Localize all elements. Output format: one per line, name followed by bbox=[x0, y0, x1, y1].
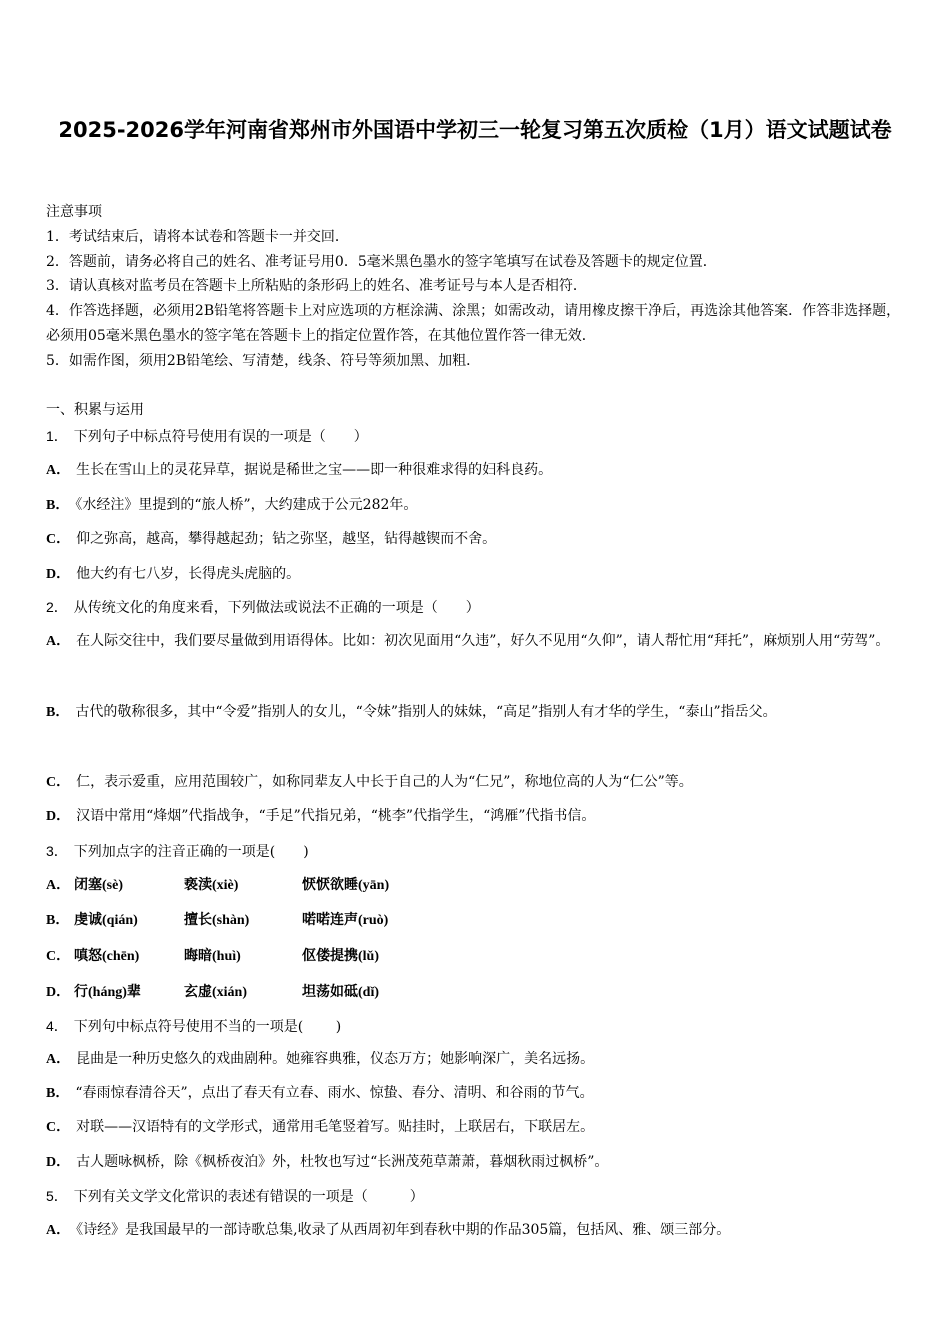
question-4-option-c: C． 对联——汉语特有的文学形式，通常用毛笔竖着写。贴挂时，上联居右，下联居左。 bbox=[46, 1119, 595, 1135]
question-4-stem: 4． 下列句中标点符号使用不当的一项是( ) bbox=[46, 1018, 342, 1035]
question-4-option-b: B． “春雨惊春清谷天”，点出了春天有立春、雨水、惊蛰、春分、清明、和谷雨的节气。 bbox=[46, 1085, 594, 1101]
question-3-option-d: D． 行(háng)辈 玄虚(xián) 坦荡如砥(dǐ) bbox=[46, 985, 379, 1000]
notice-item: 5．如需作图，须用2B铅笔绘、写清楚，线条、符号等须加黑、加粗． bbox=[46, 352, 481, 369]
notice-item: 3．请认真核对监考员在答题卡上所粘贴的条形码上的姓名、准考证号与本人是否相符． bbox=[46, 278, 587, 295]
notice-item: 2．答题前，请务必将自己的姓名、准考证号用0．5毫米黑色墨水的签字笔填写在试卷及答题卡的规定位置． bbox=[46, 253, 717, 270]
question-3-option-b: B． 虔诚(qián) 擅长(shàn) 喏喏连声(ruò) bbox=[46, 913, 389, 928]
question-2-stem: 2． 从传统文化的角度来看，下列做法或说法不正确的一项是（ ） bbox=[46, 599, 480, 616]
question-4-option-d: D． 古人题咏枫桥，除《枫桥夜泊》外，杜牧也写过“长洲茂苑草萧萧，暮烟秋雨过枫桥”。 bbox=[46, 1154, 609, 1170]
section-heading: 一、积累与运用 bbox=[46, 402, 144, 418]
notice-heading: 注意事项 bbox=[46, 204, 102, 220]
question-2-option-d: D． 汉语中常用“烽烟”代指战争，“手足”代指兄弟，“桃李”代指学生，“鸿雁”代指书信。 bbox=[46, 808, 596, 824]
question-5-stem: 5． 下列有关文学文化常识的表述有错误的一项是（ ） bbox=[46, 1188, 424, 1205]
question-2-option-c: C． 仁，表示爱重，应用范围较广，如称同辈友人中长于自己的人为“仁兄”，称地位高的人为“仁公”等。 bbox=[46, 774, 693, 790]
notice-item: 4．作答选择题，必须用2B铅笔将答题卡上对应选项的方框涂满、涂黑；如需改动，请用橡皮擦干净后，再选涂其他答案．作答非选择题，必须用05毫米黑色墨水的签字笔在答题卡上的指定位置作答，在其他位置作答一律无效． bbox=[46, 303, 901, 344]
question-3-option-c: C． 嗔怒(chēn) 晦暗(huì) 伛偻提携(lǔ) bbox=[46, 949, 379, 964]
question-1-option-c: C． 仰之弥高，越高，攀得越起劲；钻之弥坚，越坚，钻得越锲而不舍。 bbox=[46, 531, 497, 547]
notice-block bbox=[46, 200, 906, 374]
question-3-stem: 3． 下列加点字的注音正确的一项是( ) bbox=[46, 843, 309, 860]
question-1-stem: 1． 下列句子中标点符号使用有误的一项是（ ） bbox=[46, 428, 368, 445]
question-2-option-b: B． 古代的敬称很多，其中“令爱”指别人的女儿，“令妹”指别人的妹妹，“高足”指别人有才华的学生，“泰山”指岳父。 bbox=[46, 704, 777, 720]
question-4-option-a: A． 昆曲是一种历史悠久的戏曲剧种。她雍容典雅，仪态万方；她影响深广，美名远扬。 bbox=[46, 1051, 595, 1067]
question-2-option-a: A． 在人际交往中，我们要尽量做到用语得体。比如：初次见面用“久违”，好久不见用“久仰”，请人帮忙用“拜托”，麻烦别人用“劳驾”。 bbox=[46, 633, 890, 649]
question-5-option-a: A． 《诗经》是我国最早的一部诗歌总集,收录了从西周初年到春秋中期的作品305篇，包括风、雅、颂三部分。 bbox=[46, 1222, 731, 1238]
question-1-option-b: B． 《水经注》里提到的“旅人桥”，大约建成于公元282年。 bbox=[46, 497, 418, 513]
question-1-option-d: D． 他大约有七八岁，长得虎头虎脑的。 bbox=[46, 566, 301, 582]
page-title: 2025-2026学年河南省郑州市外国语中学初三一轮复习第五次质检（1月）语文试题试卷 bbox=[58, 118, 892, 142]
question-3-option-a: A． 闭塞(sè) 亵渎(xiè) 恹恹欲睡(yān) bbox=[46, 878, 390, 893]
notice-item: 1．考试结束后，请将本试卷和答题卡一并交回． bbox=[46, 228, 349, 245]
question-1-option-a: A． 生长在雪山上的灵花异草，据说是稀世之宝——即一种很难求得的妇科良药。 bbox=[46, 462, 553, 478]
